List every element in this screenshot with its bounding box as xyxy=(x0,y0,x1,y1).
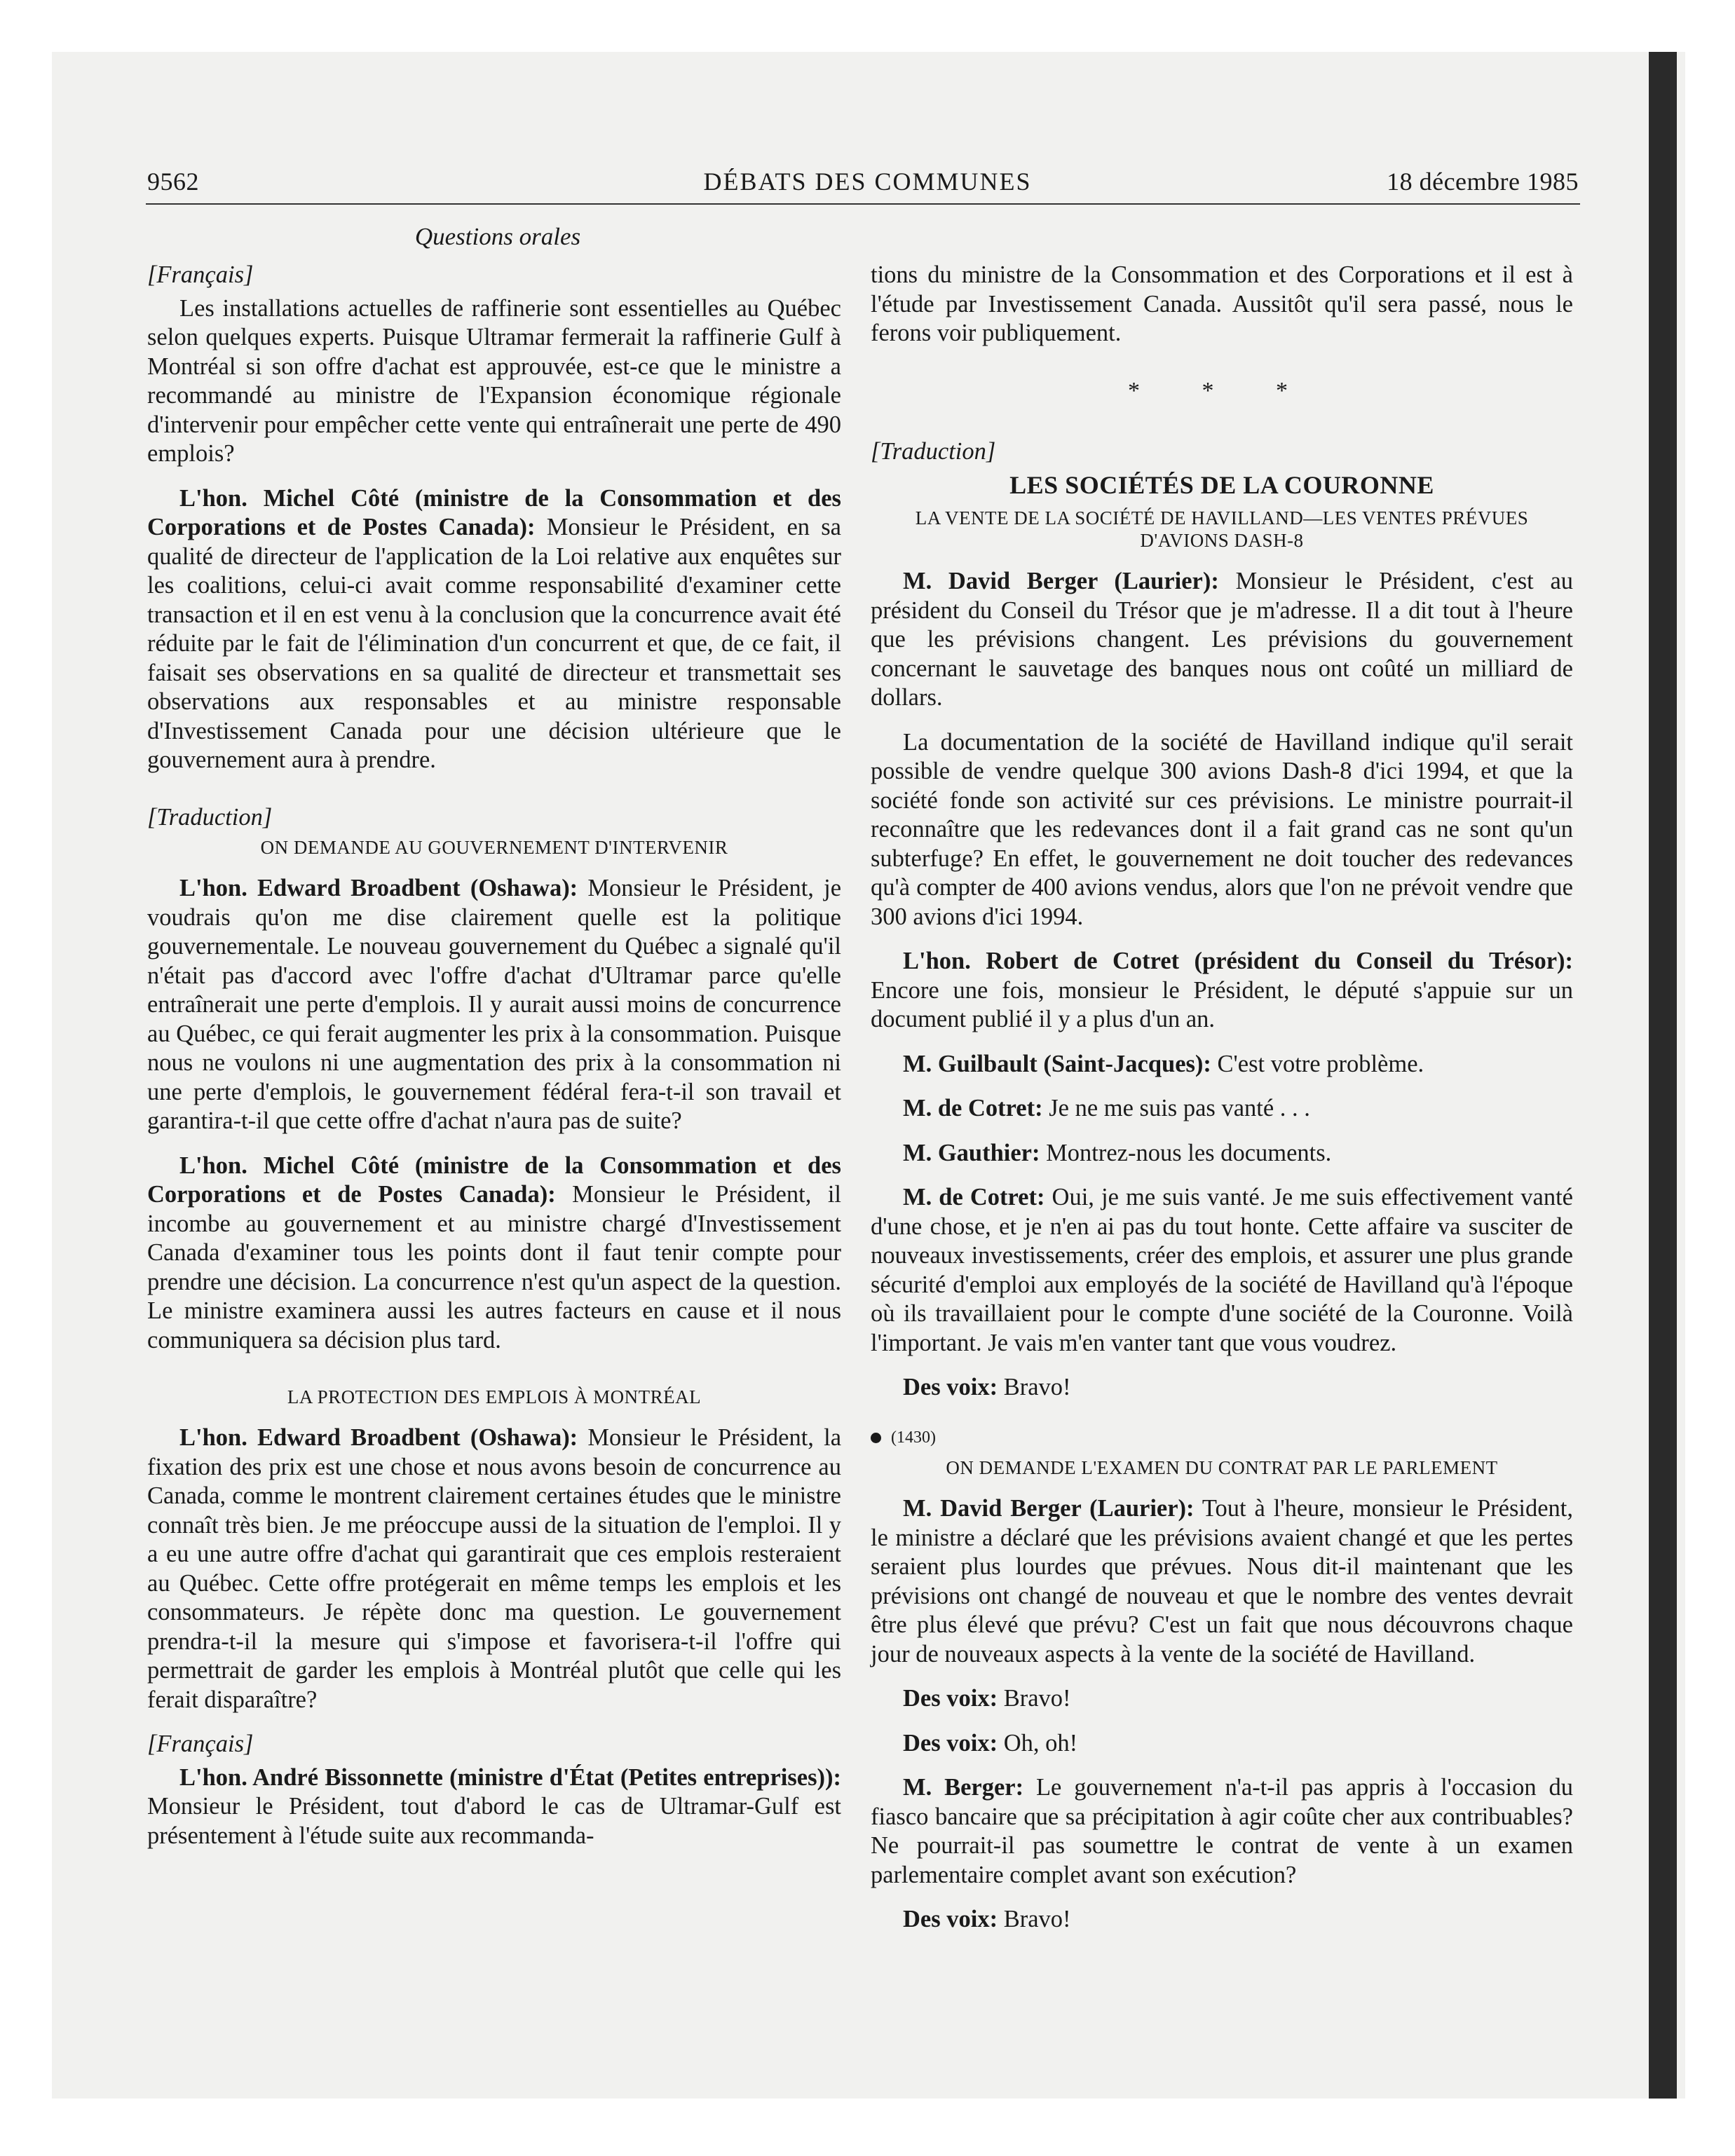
paragraph xyxy=(871,1139,1573,1168)
section-title: Questions orales xyxy=(414,223,581,250)
speech-text: Je ne me suis pas vanté . . . xyxy=(1042,1095,1310,1121)
speaker-name: M. Guilbault (Saint-Jacques): xyxy=(903,1050,1211,1077)
speaker-name: L'hon. Michel Côté (ministre de la Consommation et des Corporations et de Postes Canada): xyxy=(147,484,841,540)
speech-text: Bravo! xyxy=(998,1685,1071,1712)
speaker-name: L'hon. Edward Broadbent (Oshawa): xyxy=(179,1424,578,1451)
speaker-name: Des voix: xyxy=(903,1374,998,1400)
paragraph xyxy=(871,567,1573,713)
paragraph xyxy=(147,1763,841,1851)
right-column xyxy=(871,261,1573,1950)
speech-text: Encore une fois, monsieur le Président, le député s'appuie sur un document publié il y a plus d'un an. xyxy=(871,976,1573,1032)
speaker-name: M. de Cotret: xyxy=(903,1095,1043,1121)
speech-text: Monsieur le Président, je voudrais qu'on me dise clairement quelle est la politique gouvernementale. Le nouveau gouvernement du Québec a signalé qu'il n'était pas d'accord avec l'offre d'achat d'Ultramar parce qu'elle entraînerait une perte d'emplois. Il y aurait aussi moins de concurrence au Québec, ce qui ferait augmenter les prix à la consommation. Puisque nous ne voulons ni une augmentation des prix à la consommation ni une perte d'emplois, le gouvernement fédéral fera-t-il son travail et garantira-t-il que cette offre d'achat n'aura pas de suite? xyxy=(147,875,842,1134)
paragraph xyxy=(871,1729,1573,1759)
time-marker-text: (1430) xyxy=(891,1428,936,1447)
speaker-name: Des voix: xyxy=(903,1906,998,1932)
paragraph xyxy=(147,484,841,775)
language-tag: [Traduction] xyxy=(871,438,996,465)
paragraph xyxy=(871,1183,1573,1358)
speaker-name: M. David Berger (Laurier): xyxy=(903,1495,1195,1522)
major-heading: LES SOCIÉTÉS DE LA COURONNE xyxy=(1009,470,1434,499)
header-rule xyxy=(146,203,1580,205)
speech-text: Tout à l'heure, monsieur le Président, le ministre a déclaré que les prévisions avaient changé et que les pertes seraient plus lourdes que prévues. Nous dit-il maintenant que les prévisions ont changé de nouveau et que le nombre des ventes devrait être plus élevé que prévu? C'est un fait que nous découvrons chaque jour de nouveaux aspects à la vente de la société de Havilland. xyxy=(871,1495,1573,1667)
language-tag: [Français] xyxy=(147,1731,254,1757)
running-title: DÉBATS DES COMMUNES xyxy=(703,168,1032,196)
speaker-name: M. David Berger (Laurier): xyxy=(903,568,1219,594)
speaker-name: L'hon. Robert de Cotret (président du Conseil du Trésor): xyxy=(903,948,1573,974)
paragraph: tions du ministre de la Consommation et des Corporations et il est à l'étude par Investissement Canada. Aussitôt qu'il sera passé, nous le ferons voir publiquement. xyxy=(871,261,1573,346)
speaker-name: L'hon. Edward Broadbent (Oshawa): xyxy=(179,875,578,901)
running-date: 18 décembre 1985 xyxy=(1387,168,1579,196)
paragraph: Les installations actuelles de raffinerie sont essentielles au Québec selon quelques experts. Puisque Ultramar fermerait la raffinerie Gulf à Montréal si son offre d'achat est approuvée, est-ce que le ministre a recommandé au ministre de l'Expansion économique régionale d'intervenir pour empêcher cette vente qui entraînerait une perte de 490 emplois? xyxy=(147,294,841,467)
paragraph xyxy=(147,874,841,1136)
paragraph xyxy=(871,1494,1573,1669)
bullet-dot-icon xyxy=(871,1433,881,1443)
paragraph xyxy=(871,1905,1573,1935)
subheading: LA VENTE DE LA SOCIÉTÉ DE HAVILLAND—LES VENTES PRÉVUES D'AVIONS DASH-8 xyxy=(915,507,1529,551)
time-marker xyxy=(871,1424,1573,1453)
subheading: LA PROTECTION DES EMPLOIS À MONTRÉAL xyxy=(287,1386,702,1407)
speech-text: Monsieur le Président, tout d'abord le cas de Ultramar-Gulf est présentement à l'étude suite aux recommanda- xyxy=(147,1793,841,1849)
scan-edge-shadow xyxy=(1649,52,1677,2099)
paragraph xyxy=(871,1684,1573,1714)
speaker-name: L'hon. André Bissonnette (ministre d'État (Petites entreprises)): xyxy=(179,1763,841,1791)
speaker-name: Des voix: xyxy=(903,1685,998,1712)
paragraph xyxy=(871,1094,1573,1124)
paragraph xyxy=(871,947,1573,1035)
speech-text: Oui, je me suis vanté. Je me suis effectivement vanté d'une chose, et je n'en ai pas du tout honte. Cette affaire va susciter de nouveaux investissements, créer des emplois, et assurer une plus grande sécurité d'emploi aux employés de la société de Havilland qu'à l'époque où ils travaillaient pour le compte d'une société de la Couronne. Voilà l'important. Je vais m'en vanter tant que vous voudrez. xyxy=(871,1184,1573,1356)
speech-text: Oh, oh! xyxy=(998,1729,1078,1756)
speech-text: Monsieur le Président, en sa qualité de directeur de l'application de la Loi relative aux enquêtes sur les coalitions, celui-ci avait comme responsabilité d'examiner cette transaction et il en est venu à la conclusion que la concurrence avait été réduite par le fait de l'élimination d'un concurrent et que, de ce fait, il faisait ses observations en sa qualité de directeur et transmettait ses observations aux responsables et au ministre responsable d'Investissement Canada pour une décision ultérieure que le gouvernement aura à prendre. xyxy=(147,514,841,773)
speech-text: Montrez-nous les documents. xyxy=(1040,1139,1332,1166)
paragraph xyxy=(871,1773,1573,1890)
paragraph xyxy=(147,1152,841,1356)
speech-text: Bravo! xyxy=(998,1906,1071,1932)
speech-text: Bravo! xyxy=(998,1374,1071,1400)
paragraph: La documentation de la société de Havilland indique qu'il serait possible de vendre quelque 300 avions Dash-8 d'ici 1994, et que la société fonde son activité sur ces prévisions. Le ministre pourrait-il reconnaître que les redevances dont il a fait grand cas ne sont qu'un subterfuge? En effet, le gouvernement ne doit toucher des redevances qu'à compter de 400 avions vendus, alors que l'on ne prévoit vendre que 300 avions d'ici 1994. xyxy=(871,728,1573,930)
paragraph xyxy=(871,1050,1573,1079)
subheading: ON DEMANDE AU GOUVERNEMENT D'INTERVENIR xyxy=(260,837,728,858)
subheading: ON DEMANDE L'EXAMEN DU CONTRAT PAR LE PARLEMENT xyxy=(946,1457,1498,1478)
speaker-name: L'hon. Michel Côté (ministre de la Consommation et des Corporations et de Postes Canada): xyxy=(147,1152,841,1208)
language-tag: [Français] xyxy=(147,261,254,288)
speech-text: C'est votre problème. xyxy=(1211,1050,1424,1077)
language-tag: [Traduction] xyxy=(147,803,273,831)
speaker-name: M. Gauthier: xyxy=(903,1139,1040,1166)
speech-text: Monsieur le Président, c'est au président du Conseil du Trésor que je m'adresse. Il a dit tout à l'heure que les prévisions changent. Les prévisions du gouvernement concernant le sauvetage des banques nous ont coûté un milliard de dollars. xyxy=(871,568,1574,711)
section-break-stars: * * * xyxy=(1128,377,1316,404)
speaker-name: M. Berger: xyxy=(903,1774,1024,1801)
paragraph xyxy=(871,1373,1573,1403)
paragraph xyxy=(147,1424,841,1714)
left-column xyxy=(147,261,841,1866)
speaker-name: Des voix: xyxy=(903,1729,998,1756)
speaker-name: M. de Cotret: xyxy=(903,1184,1045,1210)
speech-text: Monsieur le Président, il incombe au gouvernement et au ministre chargé d'Investissement Canada d'examiner tous les points dont il faut tenir compte pour prendre une décision. La concurrence n'est qu'un aspect de la question. Le ministre examinera aussi les autres facteurs en cause et il nous communiquera sa décision plus tard. xyxy=(147,1181,841,1353)
speech-text: Monsieur le Président, la fixation des prix est une chose et nous avons besoin de concurrence au Canada, comme le montrent clairement certaines études que le ministre connaît très bien. Je me préoccupe aussi de la situation de l'emploi. Il y a eu une autre offre d'achat qui garantirait que ces emplois resteraient au Québec. Cette offre protégerait en même temps les emplois et les consommateurs. Je répète donc ma question. Le gouvernement prendra-t-il la mesure qui s'impose et favorisera-t-il l'offre qui permettrait de garder les emplois à Montréal plutôt que celle qui les ferait disparaître? xyxy=(147,1424,842,1713)
speech-text: Le gouvernement n'a-t-il pas appris à l'occasion du fiasco bancaire que sa précipitation à agir coûte cher aux contribuables? Ne pourrait-il pas soumettre le contrat de vente à un examen parlementaire complet avant son exécution? xyxy=(871,1774,1573,1888)
page-number: 9562 xyxy=(147,168,199,196)
